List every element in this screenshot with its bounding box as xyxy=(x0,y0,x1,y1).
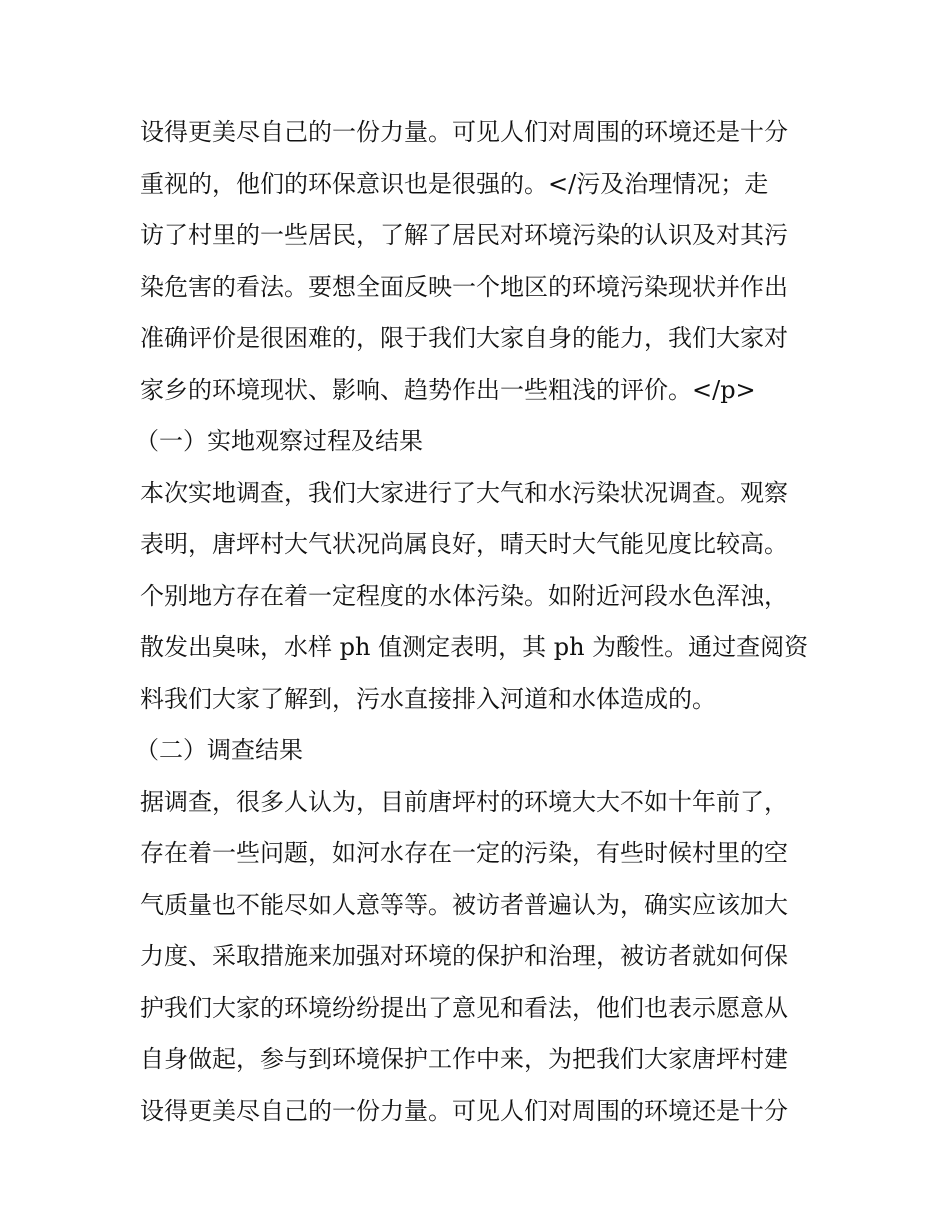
document-body xyxy=(135,107,820,1137)
text-line: 个别地方存在着一定程度的水体污染。如附近河段水色浑浊， xyxy=(140,581,788,610)
section-heading-1: （一）实地观察过程及结果 xyxy=(135,427,423,455)
text-line: 表明，唐坪村大气状况尚属良好，晴天时大气能见度比较高。 xyxy=(140,530,788,558)
text-line: 重视的，他们的环保意识也是很强的。</污及治理情况；走 xyxy=(140,169,769,198)
text-line: 散发出臭味，水样 ph 值测定表明，其 ph 为酸性。通过查阅资 xyxy=(140,633,809,661)
text-line: 家乡的环境现状、影响、趋势作出一些粗浅的评价。</p> xyxy=(140,375,756,404)
text-line: 力度、采取措施来加强对环境的保护和治理，被访者就如何保 xyxy=(140,942,788,970)
section-heading-2: （二）调查结果 xyxy=(135,736,303,764)
text-line: 气质量也不能尽如人意等等。被访者普遍认为，确实应该加大 xyxy=(140,890,788,919)
text-line: 准确评价是很困难的，限于我们大家自身的能力，我们大家对 xyxy=(140,324,788,352)
text-line: 访了村里的一些居民，了解了居民对环境污染的认识及对其污 xyxy=(140,221,788,249)
text-line: 料我们大家了解到，污水直接排入河道和水体造成的。 xyxy=(140,684,716,713)
text-line: 本次实地调查，我们大家进行了大气和水污染状况调查。观察 xyxy=(140,478,788,507)
text-line: 染危害的看法。要想全面反映一个地区的环境污染现状并作出 xyxy=(140,272,788,301)
text-line: 存在着一些问题，如河水存在一定的污染，有些时候村里的空 xyxy=(140,839,788,867)
text-line: 设得更美尽自己的一份力量。可见人们对周围的环境还是十分 xyxy=(140,1096,788,1125)
text-line: 护我们大家的环境纷纷提出了意见和看法，他们也表示愿意从 xyxy=(140,993,788,1022)
text-line: 据调查，很多人认为，目前唐坪村的环境大大不如十年前了， xyxy=(140,787,788,816)
text-line: 自身做起，参与到环境保护工作中来，为把我们大家唐坪村建 xyxy=(140,1045,788,1073)
text-line: 设得更美尽自己的一份力量。可见人们对周围的环境还是十分 xyxy=(140,118,788,146)
